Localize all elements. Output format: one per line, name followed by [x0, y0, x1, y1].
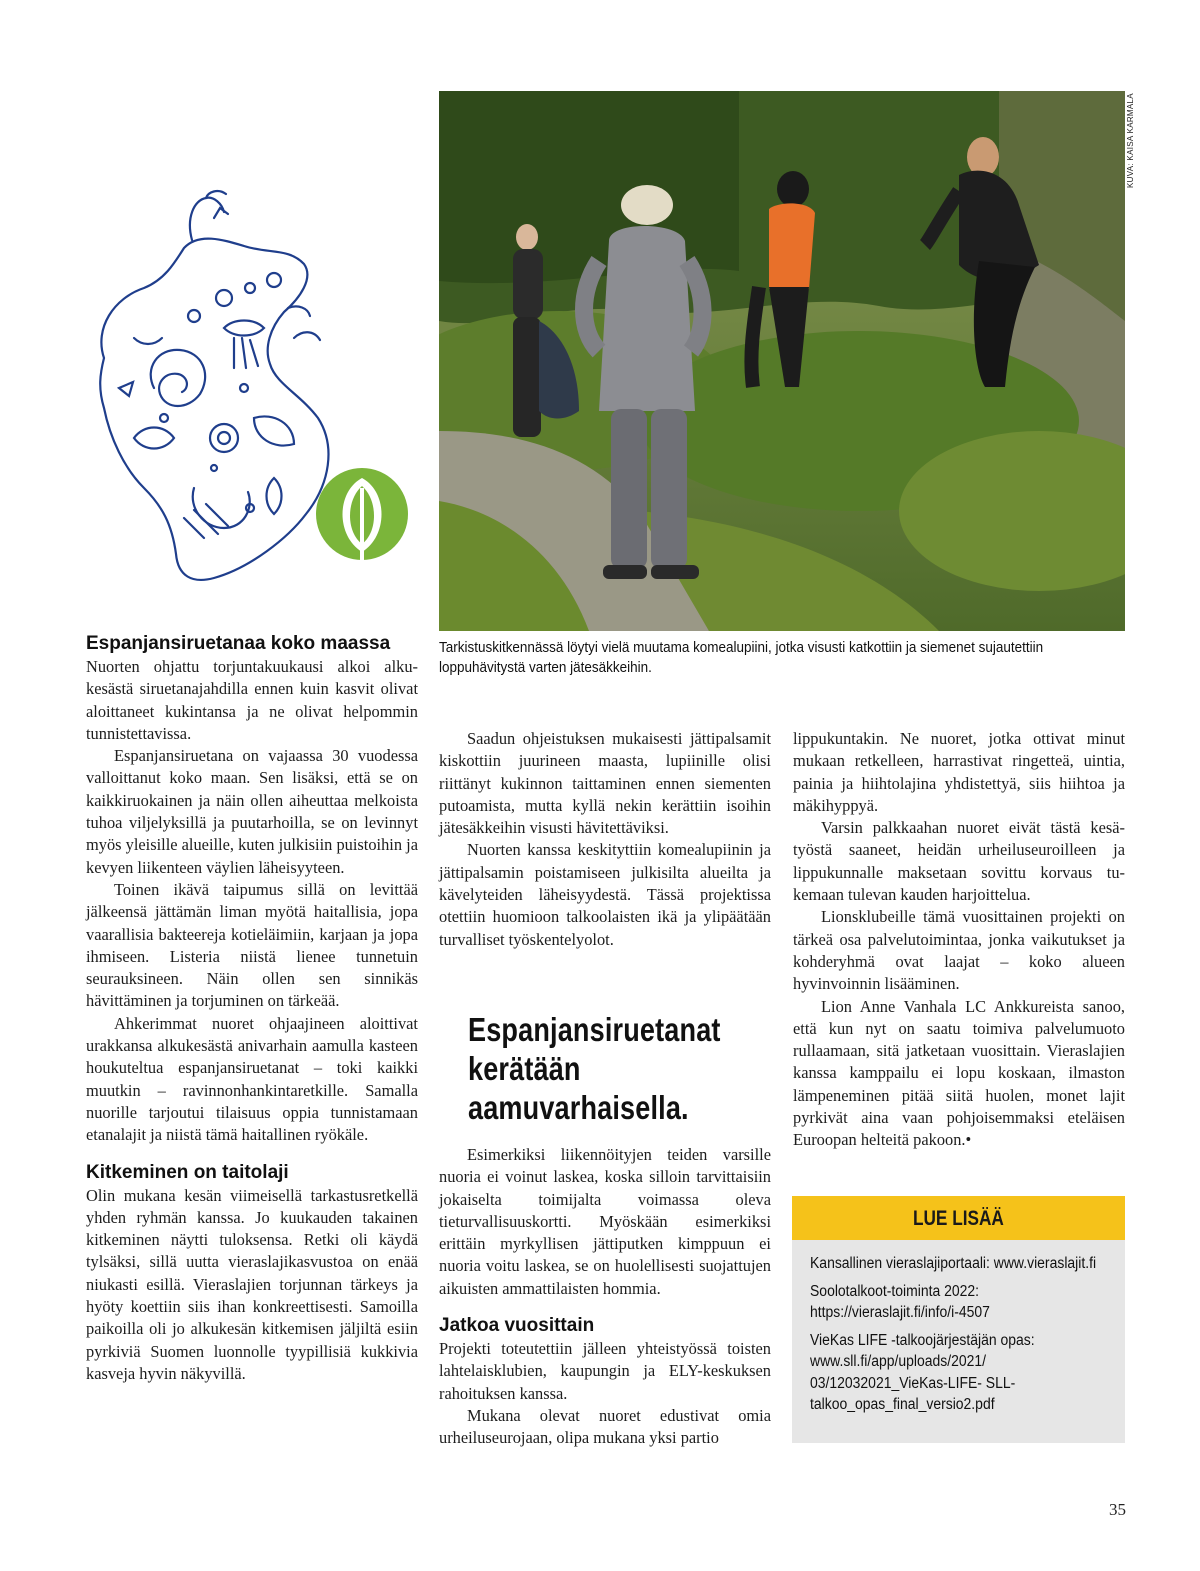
paragraph: Lionsklubeille tämä vuosittainen projekti on tärkeä osa palvelutoimintaa, jonka vaikutukset ja kohderyhmä ovat laajat – koko alueen hyvinvoinnin lisääminen.	[793, 907, 1125, 994]
page-number: 35	[1109, 1500, 1126, 1519]
paragraph: Ahkerimmat nuoret ohjaajineen aloittivat urakkansa alkukesästä anivarhain aamulla kasteen houkuteltua espanjansiruetanat – toki kaikki muutkin – ravinnonhankintaretkille. Samalla nuorille tarjoutui tilaisuus oppia tunnistamaan etanalajit ja niistä tämä haitallinen ryökäle.	[86, 1013, 418, 1145]
snail-illustration	[74, 188, 424, 608]
paragraph: Saadun ohjeistuksen mukaisesti jättipalsamit kiskottiin juurineen maasta, lupiinille olisi riittänyt kukinnon taittaminen ennen siementen putoamista, mutta kyllä nekin kerättiin isoihin jätesäkkeihin visusti hävitettäviksi.	[439, 729, 771, 838]
paragraph: Nuorten ohjattu torjuntakuukausi alkoi alkukesästä siruetanajahdilla ennen kuin kasvit olivat aloittaneet kukintansa ja ne olivat helpommin tunnistettavissa.	[86, 657, 418, 743]
snail-doodle-icon	[100, 191, 328, 580]
section-heading: Kitkeminen on taitolaji	[86, 1161, 289, 1183]
read-more-box	[792, 1196, 1125, 1443]
section-heading: Espanjansiruetanaa koko maassa	[86, 633, 391, 654]
read-more-list	[792, 1240, 1125, 1416]
paragraph: Olin mukana kesän viimeisellä tarkastusretkellä yhden ryhmän kanssa. Jo kuukauden takainen kitkeminen näytti tuloksensa. Retki oli käydä tylsäksi, sillä uutta vieraslajikasvustoa on enää niukasti esillä. Vieraslajien torjunnan tärkeys ja hyöty koettiin siis ihan konkreettisesti. Samoilla paikoilla oli jo alkukesän kitkemisen jäljiltä esiin pyrkiviä Suomen luonnolle tyypillisiä kukkivia kasveja hyvin näkyvillä.	[86, 1185, 418, 1383]
photo-credit: KUVA: KAISA KARMALA	[1126, 93, 1135, 188]
article-column-1	[86, 632, 418, 1385]
read-more-link[interactable]: Kansallinen vieraslajiportaali: www.vieraslajit.fi	[810, 1255, 1097, 1272]
leaf-logo-icon	[316, 468, 408, 560]
paragraph: Esimerkiksi liikennöityjen teiden varsille nuoria ei voinut laskea, koska silloin tarvittaisiin jokaiselta toimijalta voimassa oleva tieturvallisuuskortti. Myöskään esimerkiksi erittäin myrkyllisen jättiputken kimppuun ei nuoria voitu laskea, se on huolellisesti suojattujen aikuisten ammattilaisten hommia.	[439, 1144, 771, 1298]
section-heading: Jatkoa vuosittain	[439, 1315, 595, 1337]
paragraph: Toinen ikävä taipumus sillä on levittää jälkeensä jättämän liman myötä haitallisia, jopa vaarallisia bakteereja kotieläimiin, karjaan ja jopa ihmiseen. Listeria niistä lienee tunnetuin seurauksineen. Näin ollen sen sinnikäs hävittäminen ja torjuminen on tärkeää.	[86, 879, 418, 1011]
paragraph: Espanjansiruetana on vajaassa 30 vuodessa valloittanut koko maan. Sen lisäksi, että se on kaikkiruokainen ja näin ollen aiheuttaa melkoista tuhoa viljelyksillä ja puutarhoilla, se on levinnyt myös yleisille alueille, kuten julkisiin puistoihin ja kevyen liikenteen väylien läheisyyteen.	[86, 746, 418, 877]
paragraph: Mukana olevat nuoret edustivat omia urheiluseurojaan, olipa mukana yksi partio	[439, 1405, 771, 1448]
paragraph: Projekti toteutettiin jälleen yhteistyössä toisten lahtelaisklubien, kaupungin ja ELY-keskuksen rahoituksen kanssa.	[439, 1339, 771, 1403]
paragraph: Varsin palkkaahan nuoret eivät tästä kesätyöstä saaneet, heidän urheiluseuroilleen ja lippukunnalle maksetaan sovittu korvaus tukemaan tulevan kauden harjoittelua.	[793, 818, 1125, 905]
paragraph: Nuorten kanssa keskityttiin komealupiinin ja jättipalsamin poistamiseen julkisilta alueilta ja kävelyteiden läheisyydestä. Tässä projektissa otettiin huomioon talkoolaisten ikä ja ylipäätään turvalliset työskentelyolot.	[439, 840, 771, 949]
pull-quote: Espanjansiruetanat kerätään aamuvarhaisella.	[468, 1011, 721, 1126]
read-more-title: LUE LISÄÄ	[792, 1196, 1125, 1240]
paragraph: Lion Anne Vanhala LC Ankkureista sanoo, että kun nyt on saatu toimiva palvelumuoto rullaamaan, sitä jatketaan vuosittain. Vieraslajien kanssa kamppailu ei lopu koskaan, ilmaston lämpeneminen pitää siitä huolen, monet lajit pyrkivät aina vaan pohjoisemmaksi eteläisen Euroopan helteitä pakoon.•	[793, 996, 1125, 1150]
photo-caption: Tarkistuskitkennässä löytyi vielä muutama komealupiini, jotka visusti katkottiin ja siemenet sujautettiin loppuhävitystä varten jätesäkkeihin.	[439, 640, 1044, 676]
article-column-3	[793, 728, 1125, 1152]
read-more-link[interactable]: VieKas LIFE -talkoojärjestäjän opas: www.sll.fi/app/uploads/2021/ 03/12032021_VieKas-LIFE- SLL-talkoo_opas_final_versio2.pdf	[810, 1331, 1035, 1413]
paragraph: lippukuntakin. Ne nuoret, jotka ottivat minut mukaan retkelleen, harrastivat ringetteä, uintia, painia ja hiihtolajina yhdistettyä, siis hiihtoa ja mäkihyppyä.	[793, 729, 1125, 815]
volunteers-photo	[439, 91, 1125, 631]
read-more-link[interactable]: Soolotalkoot-toiminta 2022: https://vieraslajit.fi/info/i-4507	[810, 1282, 990, 1321]
